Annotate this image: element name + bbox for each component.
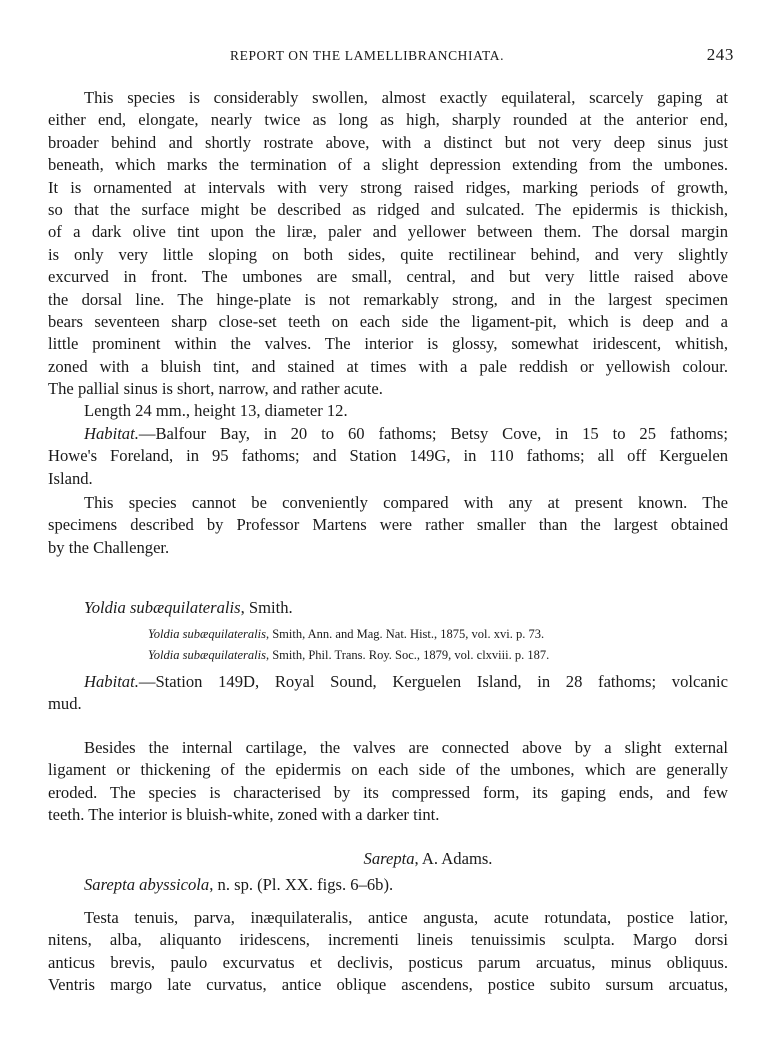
text-line: Testa tenuis, parva, inæquilateralis, antice angusta, acute rotundata, postice latior, [84,908,728,927]
text-line: The pallial sinus is short, narrow, and rather acute. [48,379,383,399]
measurements: Length 24 mm., height 13, diameter 12. [84,401,348,421]
text-line: teeth. The interior is bluish-white, zoned with a darker tint. [48,805,440,825]
text-line: nitens, alba, aliquanto iridescens, incrementi lineis tenuissimis sculpta. Margo dorsi [48,930,728,950]
text-line: Ventris margo late curvatus, antice oblique ascendens, postice subito sursum arcuatus, [48,975,728,995]
genus-name: Sarepta [363,849,415,868]
text: —Station 149D, Royal Sound, Kerguelen Island, in 28 fathoms; volcanic [138,672,728,691]
text-line: This species cannot be conveniently compared with any at present known. The [84,493,728,513]
text-line: the dorsal line. The hinge-plate is not remarkably strong, and in the largest specimen [48,289,728,309]
habitat-line [48,423,728,445]
text-line: Island. [48,468,93,488]
text-line: either end, elongate, nearly twice as long as high, sharply rounded at the anterior end, [48,110,728,130]
text: —Balfour Bay, in 20 to 60 fathoms; Betsy Cove, in 15 to 25 fathoms; [138,423,728,443]
habitat-label: Habitat. [84,423,139,443]
text-line: Howe's Foreland, in 95 fathoms; and Station 149G, in 110 fathoms; all off Kerguelen [48,446,728,466]
text-line: anticus brevis, paulo excurvatus et declivis, posticus parum arcuatus, minus obliquus. [48,952,728,972]
species-name: Yoldia subæquilateralis [84,598,241,617]
text-line: so that the surface might be described as ridged and sulcated. The epidermis is thickish, [48,199,728,219]
species-author: , Smith. [240,598,293,617]
text-line: excurved in front. The umbones are small, central, and but very little raised above [48,267,728,287]
header-title: REPORT ON THE LAMELLIBRANCHIATA. [230,48,505,63]
text-line: broader behind and shortly rostrate above, with a distinct but not very deep sinus just [48,132,728,152]
habitat-paragraph [48,671,728,716]
genus-heading [40,849,776,869]
text-line: by the Challenger. [48,537,170,557]
text-line: This species is considerably swollen, almost exactly equilateral, scarcely gaping at [84,88,728,107]
text-line: is only very little sloping on both sides, quite rectilinear behind, and very slightly [48,244,728,264]
genus-author: , A. Adams. [414,849,493,868]
description-paragraph [48,87,728,559]
citations [148,624,549,666]
text-line: It is ornamented at intervals with very strong raised ridges, marking periods of growth, [48,177,728,197]
text-line: ligament or thickening of the epidermis on each side of the umbones, which are generally [48,760,728,780]
habitat-label: Habitat. [84,672,139,691]
citation-name: Yoldia subæquilateralis [148,627,266,641]
text-line: of a dark olive tint upon the liræ, paler and yellower between them. The dorsal margin [48,222,728,242]
species-heading [48,597,728,619]
text-line: eroded. The species is characterised by its compressed form, its gaping ends, and few [48,782,728,802]
citation-ref: , Smith, Phil. Trans. Roy. Soc., 1879, vol. clxviii. p. 187. [265,648,550,662]
latin-description [48,907,728,997]
citation-name: Yoldia subæquilateralis [148,648,266,662]
species-ref: , n. sp. (Pl. XX. figs. 6–6b). [209,875,394,894]
text-line: beneath, which marks the termination of a slight depression extending from the umbones. [48,155,728,175]
text-line: mud. [48,694,82,714]
text-line: bears seventeen sharp close-set teeth on each side the ligament-pit, which is deep and a [48,311,728,331]
text-line: little prominent within the valves. The interior is glossy, somewhat iridescent, whitish, [48,334,728,354]
species3-heading [48,874,728,896]
text-line: specimens described by Professor Martens were rather smaller than the largest obtained [48,515,728,535]
text-line: zoned with a bluish tint, and stained at times with a pale reddish or yellowish colour. [48,356,728,376]
citation-ref: , Smith, Ann. and Mag. Nat. Hist., 1875, vol. xvi. p. 73. [265,627,545,641]
text-line: Besides the internal cartilage, the valves are connected above by a slight external [84,738,728,757]
page-number: 243 [706,45,734,64]
species-name: Sarepta abyssicola [84,875,210,894]
species-description [48,737,728,827]
